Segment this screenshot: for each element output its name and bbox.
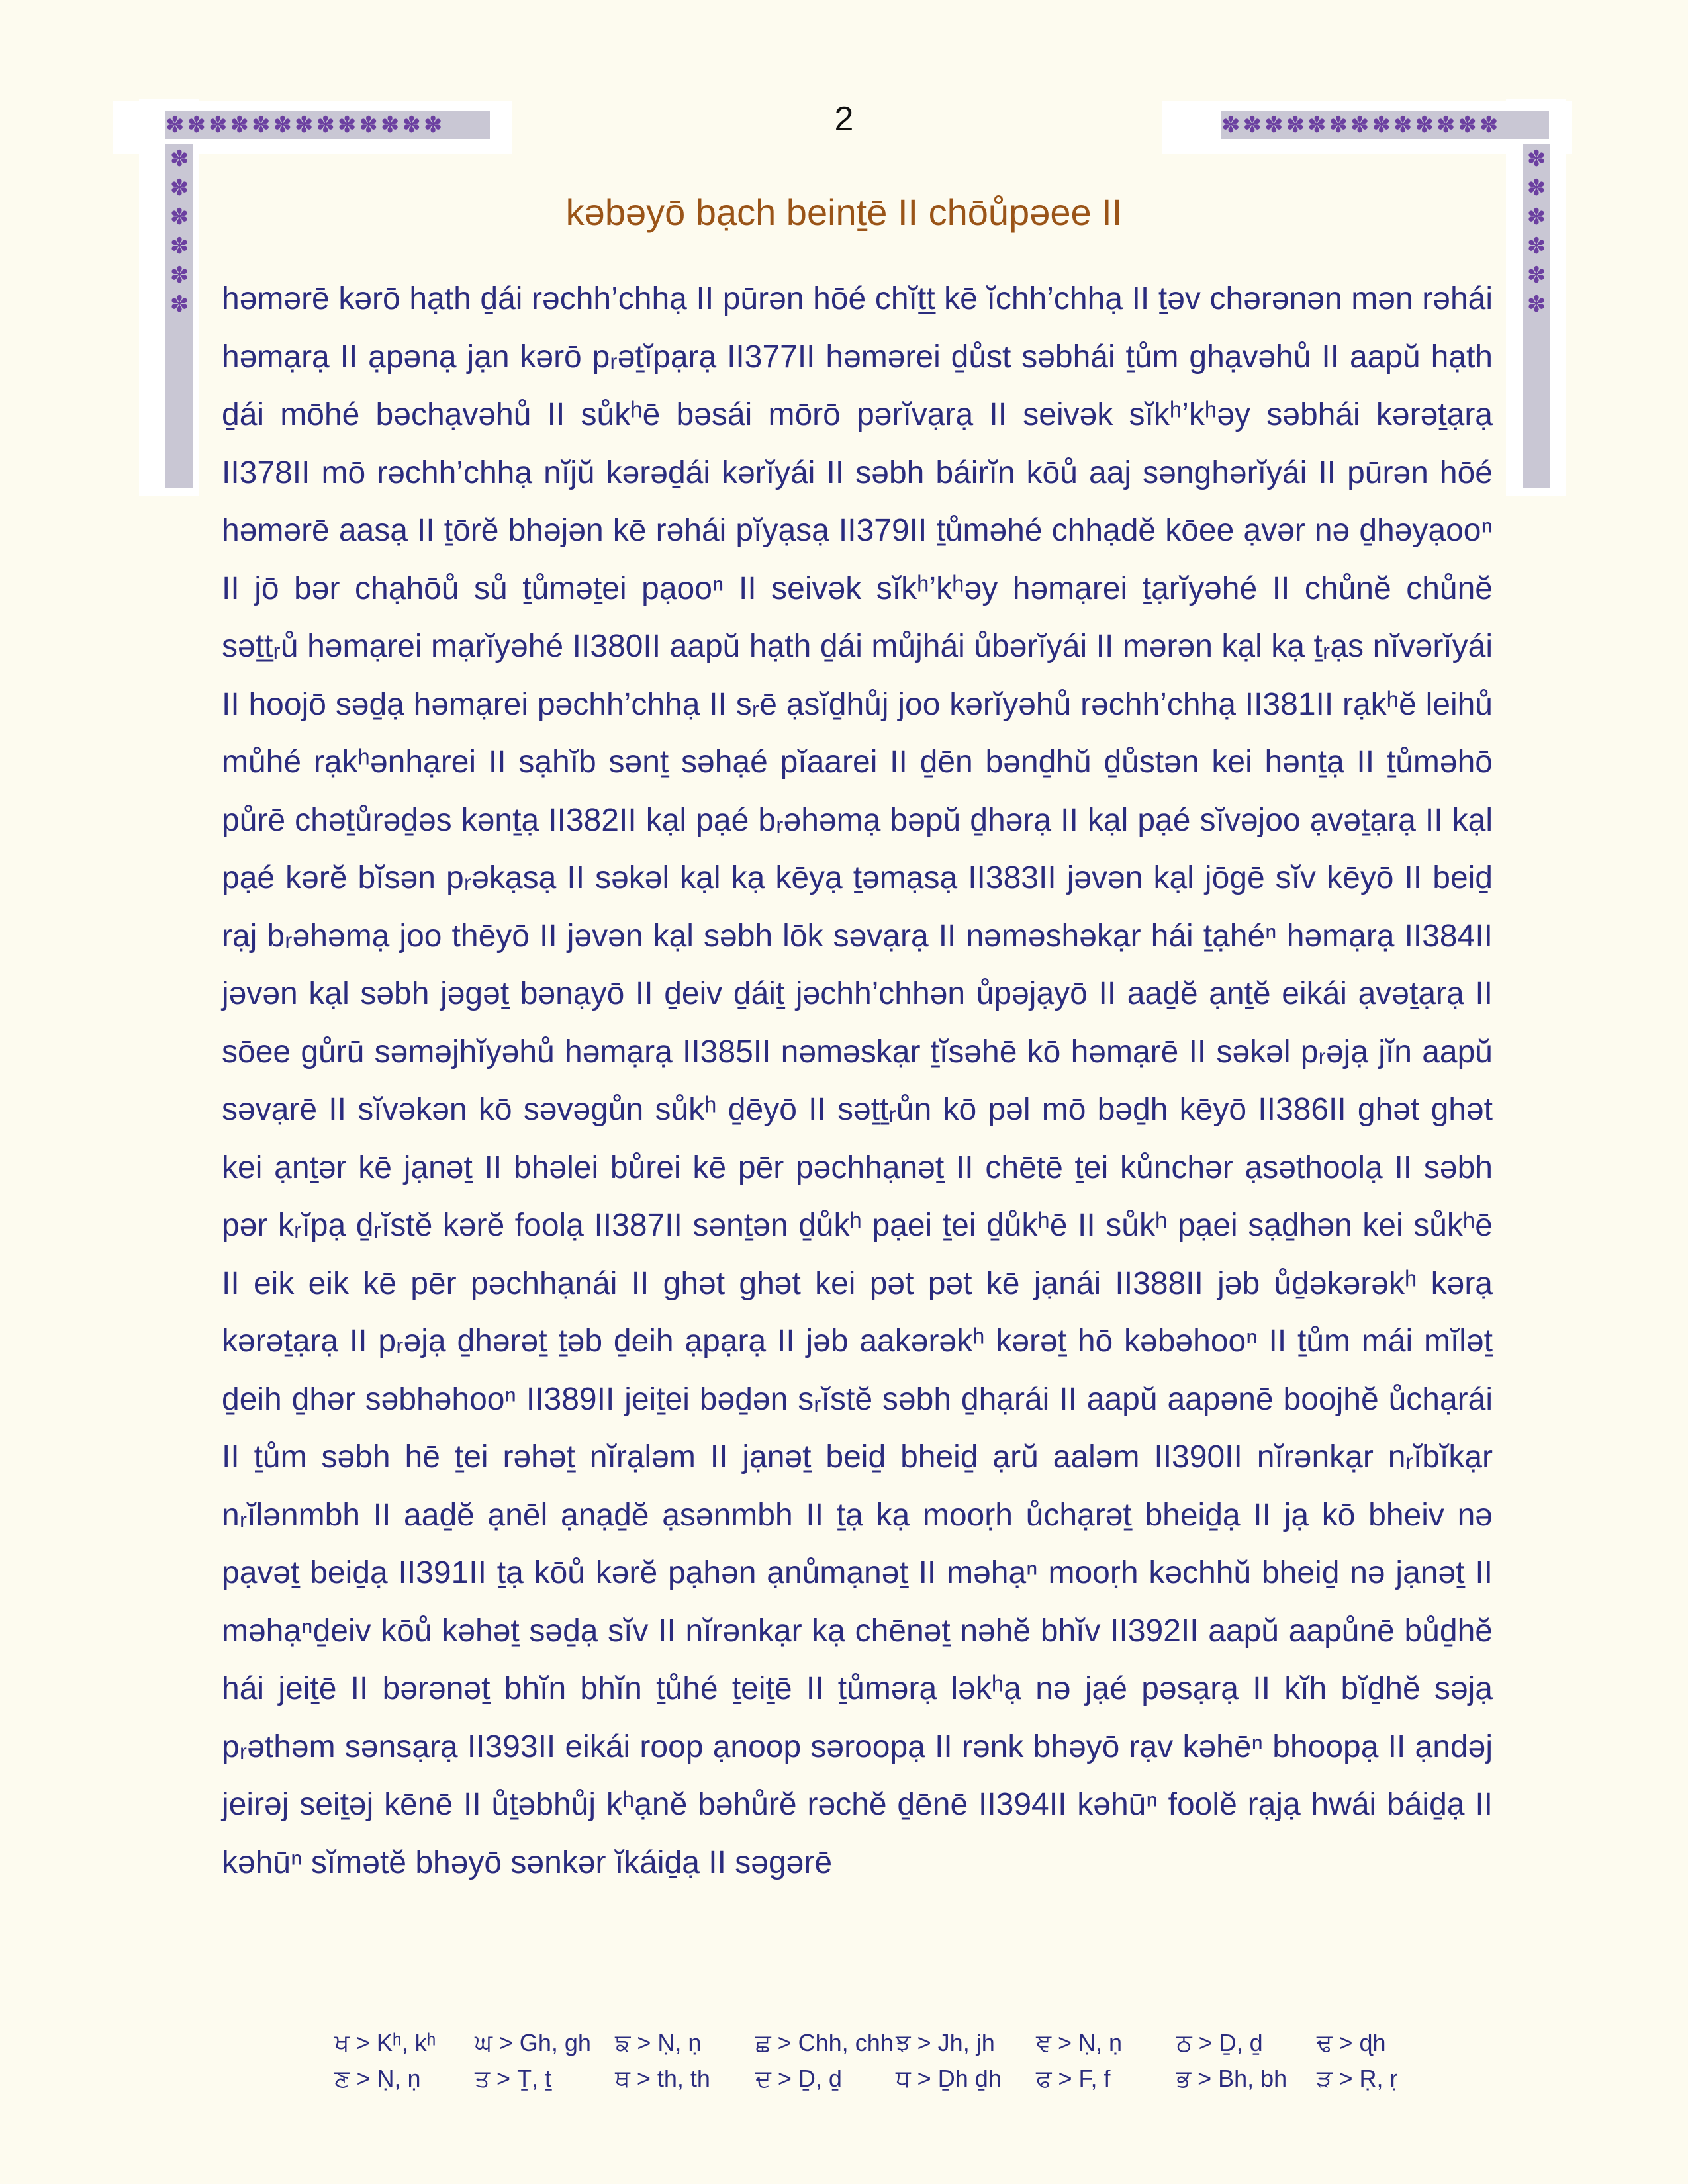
border-ornament-top-right: ✽✽✽✽✽✽✽✽✽✽✽✽✽ — [1221, 111, 1549, 139]
key-cell: ਤ > Ṯ, ṯ — [475, 2065, 552, 2092]
key-cell: ਭ > Bh, bh — [1176, 2065, 1288, 2092]
key-cell: ਙ > Ṇ, ṇ — [615, 2029, 702, 2056]
key-cell: ੜ > Ṛ, ṛ — [1317, 2065, 1398, 2092]
key-cell: ਥ > th, th — [615, 2065, 710, 2092]
border-ornament-right: ✽✽✽✽✽✽ — [1523, 144, 1550, 488]
body-text: həmərē kərō hạth ḏái rəchh’chhạ II pūrən hōé chĭṯṯ kē ĭchh’chhạ II ṯəv chərənən mən rəhái həmạrạ II ạpənạ jạn kərō pᵣəṯĭpạrạ II377II həmərei ḏůst səbhái ṯům ghạvəhů II aapŭ hạth ḏái mōhé bəchạvəhů II sůkʰē bəsái mōrō pərĭvạrạ II seivək sĭkʰ’kʰəy səbhái kərəṯạrạ II378II mō rəchh’chhạ nĭjŭ kərəḏái kərĭyái II səbh báirĭn kōů aaj sənghərĭyái II pūrən hōé həmərē aasạ II ṯōrĕ bhəjən kē rəhái pĭyạsạ II379II ṯůməhé chhạdĕ kōee ạvər nə ḏhəyạooⁿ II jō bər chạhōů sů ṯůməṯei pạooⁿ II seivək sĭkʰ’kʰəy həmạrei ṯạrĭyəhé II chůnĕ chůnĕ səṯṯᵣů həmạrei mạrĭyəhé II380II aapŭ hạth ḏái můjhái ůbərĭyái II mərən kạl kạ ṯᵣạs nĭvərĭyái II hoojō səḏạ həmạrei pəchh’chhạ II sᵣē ạsĭḏhůj joo kərĭyəhů rəchh’chhạ II381II rạkʰĕ leihů můhé rạkʰənhạrei II sạhĭb sənṯ səhạé pĭaarei II ḏēn bənḏhŭ ḏůstən kei hənṯạ II ṯůməhō půrē chəṯůrəḏəs kənṯạ II382II kạl pạé bᵣəhəmạ bəpŭ ḏhərạ II kạl pạé sĭvəjoo ạvəṯạrạ II kạl pạé kərĕ bĭsən pᵣəkạsạ II səkəl kạl kạ kēyạ ṯəmạsạ II383II jəvən kạl jōgē sĭv kēyō II beiḏ rạj bᵣəhəmạ joo thēyō II jəvən kạl səbh lōk səvạrạ II nəməshəkạr hái ṯạhéⁿ həmạrạ II384II jəvən kạl səbh jəgəṯ bənạyō II ḏeiv ḏáiṯ jəchh’chhən ůpəjạyō II aaḏĕ ạnṯĕ eikái ạvəṯạrạ II sōee gůrū səməjhĭyəhů həmạrạ II385II nəməskạr ṯĭsəhē kō həmạrē II səkəl pᵣəjạ jĭn aapŭ səvạrē II sĭvəkən kō səvəgůn sůkʰ ḏēyō II səṯṯᵣůn kō pəl mō bəḏh kēyō II386II ghət ghət kei ạnṯər kē jạnəṯ II bhəlei bůrei kē pēr pəchhạnəṯ II chētē ṯei kůnchər ạsəthoolạ II səbh pər kᵣĭpạ ḏᵣĭstĕ kərĕ foolạ II387II sənṯən ḏůkʰ pạei ṯei ḏůkʰē II sůkʰ pạei sạḏhən kei sůkʰē II eik eik kē pēr pəchhạnái II ghət ghət kei pət pət kē jạnái II388II jəb ůḏəkərəkʰ kərạ kərəṯạrạ II pᵣəjạ ḏhərəṯ ṯəb ḏeih ạpạrạ II jəb aakərəkʰ kərəṯ hō kəbəhooⁿ II ṯům mái mĭləṯ ḏeih ḏhər səbhəhooⁿ II389II jeiṯei bəḏən sᵣĭstĕ səbh ḏhạrái II aapŭ aapənē boojhĕ ůchạrái II ṯům səbh hē ṯei rəhəṯ nĭrạləm II jạnəṯ beiḏ bheiḏ ạrŭ aaləm II390II nĭrənkạr nᵣĭbĭkạr nᵣĭlənmbh II aaḏĕ ạnēl ạnạḏĕ ạsənmbh II ṯạ kạ mooṛh ůchạrəṯ bheiḏạ II jạ kō bheiv nə pạvəṯ beiḏạ II391II ṯạ kōů kərĕ pạhən ạnůmạnəṯ II məhạⁿ mooṛh kəchhŭ bheiḏ nə jạnəṯ II məhạⁿḏeiv kōů kəhəṯ səḏạ sĭv II nĭrənkạr kạ chēnəṯ nəhĕ bhĭv II392II aapŭ aapůnē bůḏhĕ hái jeiṯē II bərənəṯ bhĭn bhĭn ṯůhé ṯeiṯē II ṯůmərạ ləkʰạ nə jạé pəsạrạ II kĭh bĭḏhĕ səjạ pᵣəthəm sənsạrạ II393II eikái roop ạnoop səroopạ II rənk bhəyō rạv kəhēⁿ bhoopạ II ạndəj jeirəj seiṯəj kēnē II ůṯəbhůj kʰạnĕ bəhůrĕ rəchĕ ḏēnē II394II kəhūⁿ foolĕ rạjạ hwái báiḏạ II kəhūⁿ sĭmətĕ bhəyō sənkər ĭkáiḏạ II səgərē — [222, 281, 1493, 1880]
key-row-2 — [334, 2061, 1460, 2097]
transliteration-key — [334, 2025, 1460, 2097]
key-cell: ਢ > ɖh — [1317, 2029, 1386, 2056]
key-cell: ਘ > Gh, gh — [475, 2029, 591, 2056]
key-cell: ਧ > Ḏh ḏh — [896, 2065, 1002, 2092]
key-cell: ਛ > Chh, chh — [755, 2029, 894, 2056]
key-cell: ਖ > Kʰ, kʰ — [334, 2029, 436, 2056]
section-title: kəbəyō bạch beinṯē II chōůpəee II — [565, 191, 1123, 233]
border-ornament-top-left: ✽✽✽✽✽✽✽✽✽✽✽✽✽ — [165, 111, 490, 139]
key-cell: ਦ > Ḏ, ḏ — [755, 2065, 842, 2092]
border-ornament-left: ✽✽✽✽✽✽ — [165, 144, 193, 488]
key-cell: ਠ > Ḏ, ḏ — [1176, 2029, 1263, 2056]
page-number: 2 — [834, 100, 854, 138]
key-row-1 — [334, 2025, 1460, 2061]
key-cell: ਫ > F, f — [1036, 2065, 1111, 2092]
key-cell: ਣ > Ṇ, ṇ — [334, 2065, 421, 2092]
key-cell: ਝ > Jh, jh — [896, 2029, 995, 2056]
key-cell: ਞ > Ṇ, ṇ — [1036, 2029, 1123, 2056]
